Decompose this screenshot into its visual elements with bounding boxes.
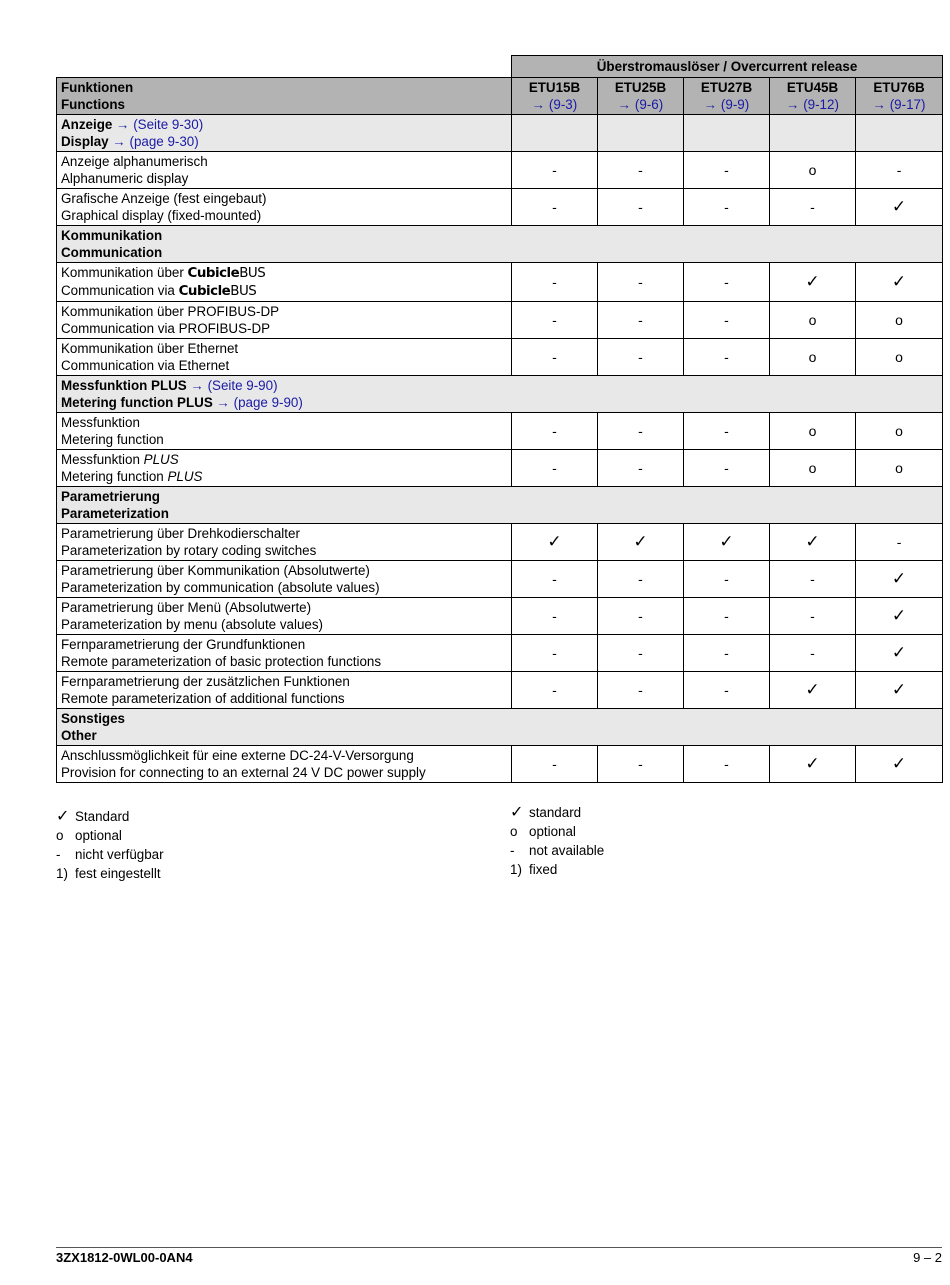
checkmark-icon: ✓ [891,197,907,216]
legend-en [510,803,604,879]
etu-column-header [598,78,684,115]
functions-header-en: Functions [61,97,125,112]
availability-cell [770,302,856,339]
availability-cell [512,302,598,339]
dash-symbol: - [638,681,643,698]
function-label-de: Parametrierung über Drehkodierschalter [61,526,300,541]
availability-cell [770,413,856,450]
plus-emphasis: PLUS [167,469,203,484]
availability-cell [770,152,856,189]
availability-cell [770,746,856,783]
optional-symbol: o [808,459,817,476]
availability-cell [770,635,856,672]
optional-symbol: o [510,824,518,839]
checkmark-icon: ✓ [805,272,820,291]
dash-symbol: - [638,198,643,215]
legend-text: fest eingestellt [75,866,161,881]
dash-symbol: - [552,607,557,624]
availability-cell [512,450,598,487]
function-label [57,672,512,709]
availability-cell [684,450,770,487]
etu-name: ETU25B [614,80,667,95]
legend-item [510,841,604,860]
dash-symbol: - [810,607,815,624]
dash-symbol: - [724,161,729,178]
checkmark-icon: ✓ [891,754,907,773]
section-title-de: Sonstiges [61,711,125,726]
etu-page-link[interactable]: → (9-9) [703,97,750,112]
availability-cell [598,598,684,635]
table-row [57,598,943,635]
availability-cell [598,152,684,189]
empty-cell [856,115,943,152]
empty-cell [512,115,598,152]
availability-cell [856,189,943,226]
legend-text: fixed [529,862,558,877]
function-label-en: Alphanumeric display [61,171,189,186]
function-label-de: Anschlussmöglichkeit für eine externe DC-24-V-Versorgung [61,748,414,763]
legend-item [56,845,164,864]
table-row [57,524,943,561]
section-title-de: Messfunktion PLUS [61,378,187,393]
optional-symbol: o [895,459,903,476]
availability-cell [856,561,943,598]
function-label-de: Anzeige alphanumerisch [61,154,208,169]
availability-cell [856,635,943,672]
availability-cell [598,189,684,226]
dash-symbol: - [510,843,515,858]
availability-cell [770,450,856,487]
section-title-de: Parametrierung [61,489,160,504]
section-page-link[interactable]: → (Seite 9-30) [116,117,204,132]
cubiclebus-logo: CubicleBUS [178,284,257,299]
availability-cell [684,189,770,226]
function-label-de: Grafische Anzeige (fest eingebaut) [61,191,267,206]
functions-header [57,78,512,115]
section-title-en: Communication [61,245,163,260]
dash-symbol: - [56,847,61,862]
function-label-en: Remote parameterization of basic protection functions [61,654,382,669]
legend-text: nicht verfügbar [75,847,164,862]
availability-cell [512,189,598,226]
dash-symbol: - [638,348,643,365]
availability-cell [770,524,856,561]
optional-symbol: o [56,828,64,843]
availability-cell [598,413,684,450]
dash-symbol: - [638,570,643,587]
dash-symbol: - [552,198,557,215]
section-title [57,487,943,524]
dash-symbol: - [724,755,729,772]
checkmark-icon: ✓ [891,272,907,291]
dash-symbol: - [552,311,557,328]
dash-symbol: - [638,311,643,328]
availability-cell [684,152,770,189]
dash-symbol: - [552,273,557,290]
dash-symbol: - [724,273,729,290]
availability-cell [770,672,856,709]
function-label [57,598,512,635]
availability-cell [598,746,684,783]
etu-column-header [856,78,943,115]
overcurrent-release-header: Überstromauslöser / Overcurrent release [512,56,943,78]
optional-symbol: o [895,311,903,328]
cubiclebus-logo: CubicleBUS [187,266,266,281]
empty-cell [598,115,684,152]
availability-cell [512,672,598,709]
function-label-en: Communication via [61,283,175,298]
checkmark-icon: ✓ [56,808,70,825]
function-label-en: Communication via PROFIBUS-DP [61,321,271,336]
dash-symbol: - [552,644,557,661]
dash-symbol: - [810,644,815,661]
function-label [57,339,512,376]
etu-page-link[interactable]: → (9-6) [617,97,664,112]
document-number: 3ZX1812-0WL00-0AN4 [56,1250,193,1265]
availability-cell [512,152,598,189]
checkmark-icon: ✓ [719,532,734,551]
function-label [57,302,512,339]
page-number: 9 – 2 [913,1250,942,1265]
table-row [57,189,943,226]
table-row [57,413,943,450]
table-row [57,746,943,783]
dash-symbol: - [896,161,902,178]
section-row-communication [57,226,943,263]
availability-cell [598,672,684,709]
section-title-en: Display [61,134,109,149]
function-label-de: Parametrierung über Kommunikation (Absolutwerte) [61,563,370,578]
section-page-link[interactable]: → (page 9-90) [216,395,303,410]
function-label-de: Messfunktion [61,415,140,430]
function-label [57,524,512,561]
table-row [57,450,943,487]
dash-symbol: - [724,570,729,587]
availability-cell [856,263,943,302]
dash-symbol: - [638,273,643,290]
section-title-en: Other [61,728,97,743]
availability-cell [770,263,856,302]
availability-cell [684,746,770,783]
dash-symbol: - [552,681,557,698]
etu-page-link[interactable]: → (9-3) [531,97,578,112]
availability-cell [684,263,770,302]
footnote-symbol: 1) [510,862,522,877]
dash-symbol: - [724,311,729,328]
function-label-en: Remote parameterization of additional functions [61,691,345,706]
availability-cell [684,598,770,635]
availability-cell [512,598,598,635]
legend-de [56,807,164,883]
availability-cell [684,339,770,376]
checkmark-icon: ✓ [805,680,820,699]
function-label-de: Messfunktion [61,452,140,467]
legend-item [510,860,604,879]
availability-cell [684,561,770,598]
dash-symbol: - [552,459,557,476]
etu-name: ETU45B [786,80,839,95]
etu-column-header [770,78,856,115]
availability-cell [856,302,943,339]
availability-cell [770,189,856,226]
optional-symbol: o [895,422,903,439]
availability-cell [598,263,684,302]
footnote-symbol: 1) [56,866,68,881]
table-corner-blank [57,56,512,78]
availability-cell [598,450,684,487]
checkmark-icon: ✓ [891,569,907,588]
dash-symbol: - [724,644,729,661]
etu-column-header [684,78,770,115]
dash-symbol: - [724,459,729,476]
table-row [57,635,943,672]
function-label-en: Parameterization by menu (absolute values) [61,617,323,632]
function-label [57,413,512,450]
availability-cell [598,524,684,561]
checkmark-icon: ✓ [891,680,907,699]
checkmark-icon: ✓ [547,532,562,551]
table-header-row [57,78,943,115]
section-title [57,226,943,263]
dash-symbol: - [638,644,643,661]
optional-symbol: o [808,311,817,328]
section-row-display [57,115,943,152]
dash-symbol: - [552,755,557,772]
availability-cell [512,263,598,302]
checkmark-icon: ✓ [805,754,820,773]
legend-text: Standard [75,809,130,824]
availability-cell [598,561,684,598]
section-title-en: Parameterization [61,506,169,521]
availability-cell [512,524,598,561]
section-page-link[interactable]: → (Seite 9-90) [190,378,278,393]
legend-text: optional [75,828,122,843]
dash-symbol: - [638,161,643,178]
etu-page-link[interactable]: → (9-17) [872,97,926,112]
function-label [57,450,512,487]
availability-cell [684,302,770,339]
section-title-de: Kommunikation [61,228,163,243]
availability-cell [856,524,943,561]
empty-cell [770,115,856,152]
availability-cell [856,672,943,709]
dash-symbol: - [638,755,643,772]
footer-divider [56,1247,942,1248]
checkmark-icon: ✓ [891,643,907,662]
plus-emphasis: PLUS [143,452,179,467]
availability-cell [770,339,856,376]
function-label-de: Kommunikation über [61,265,184,280]
function-label-en: Parameterization by communication (absolute values) [61,580,380,595]
availability-cell [856,450,943,487]
table-row [57,672,943,709]
availability-cell [512,635,598,672]
checkmark-icon: ✓ [805,532,820,551]
etu-column-header [512,78,598,115]
etu-name: ETU76B [873,80,925,95]
availability-cell [770,561,856,598]
section-row-other [57,709,943,746]
section-row-parameterization [57,487,943,524]
dash-symbol: - [552,161,557,178]
function-label [57,561,512,598]
availability-cell [856,339,943,376]
availability-cell [598,339,684,376]
availability-cell [512,561,598,598]
function-label-de: Fernparametrierung der Grundfunktionen [61,637,306,652]
checkmark-icon: ✓ [891,606,907,625]
function-label [57,635,512,672]
function-label [57,746,512,783]
legend-item [56,807,164,826]
availability-cell [856,598,943,635]
dash-symbol: - [638,422,643,439]
optional-symbol: o [895,348,903,365]
legend-item [56,864,164,883]
etu-name: ETU15B [528,80,581,95]
section-title-de: Anzeige [61,117,113,132]
dash-symbol: - [638,459,643,476]
availability-cell [598,635,684,672]
section-title-en: Metering function PLUS [61,395,213,410]
legend-text: not available [529,843,605,858]
optional-symbol: o [808,422,817,439]
availability-cell [856,152,943,189]
optional-symbol: o [808,348,817,365]
table-row [57,339,943,376]
function-label-en: Parameterization by rotary coding switches [61,543,317,558]
dash-symbol: - [810,570,815,587]
dash-symbol: - [724,422,729,439]
table-row [57,561,943,598]
function-label-de: Kommunikation über PROFIBUS-DP [61,304,280,319]
dash-symbol: - [724,348,729,365]
function-label-de: Parametrierung über Menü (Absolutwerte) [61,600,312,615]
section-page-link[interactable]: → (page 9-30) [112,134,199,149]
availability-cell [770,598,856,635]
dash-symbol: - [810,198,815,215]
legend-item [510,822,604,841]
section-title [57,709,943,746]
function-label-en: Graphical display (fixed-mounted) [61,208,262,223]
checkmark-icon: ✓ [633,532,648,551]
function-label-en: Metering function [61,432,164,447]
function-label-de: Kommunikation über Ethernet [61,341,239,356]
dash-symbol: - [638,607,643,624]
etu-page-link[interactable]: → (9-12) [786,97,839,112]
legend-item [56,826,164,845]
dash-symbol: - [552,348,557,365]
dash-symbol: - [552,422,557,439]
functions-table [56,55,943,783]
function-label-en: Communication via Ethernet [61,358,230,373]
availability-cell [512,746,598,783]
dash-symbol: - [724,198,729,215]
dash-symbol: - [724,607,729,624]
optional-symbol: o [808,161,817,178]
dash-symbol: - [724,681,729,698]
dash-symbol: - [896,533,902,550]
availability-cell [684,635,770,672]
function-label [57,263,512,302]
availability-cell [598,302,684,339]
table-row [57,152,943,189]
availability-cell [856,746,943,783]
dash-symbol: - [552,570,557,587]
function-label-en: Provision for connecting to an external 24 V DC power supply [61,765,426,780]
availability-cell [684,413,770,450]
empty-cell [684,115,770,152]
availability-cell [512,339,598,376]
etu-name: ETU27B [700,80,753,95]
table-row [57,302,943,339]
availability-cell [512,413,598,450]
function-label-en: Metering function [61,469,164,484]
section-title [57,115,512,152]
availability-cell [684,524,770,561]
legend-item [510,803,604,822]
function-label [57,189,512,226]
function-label-de: Fernparametrierung der zusätzlichen Funktionen [61,674,350,689]
table-row [57,263,943,302]
availability-cell [684,672,770,709]
availability-cell [856,413,943,450]
function-label [57,152,512,189]
legend-text: standard [529,805,582,820]
checkmark-icon: ✓ [510,804,524,821]
legend-text: optional [529,824,576,839]
section-title [57,376,943,413]
functions-header-de: Funktionen [61,80,134,95]
section-row-metering [57,376,943,413]
